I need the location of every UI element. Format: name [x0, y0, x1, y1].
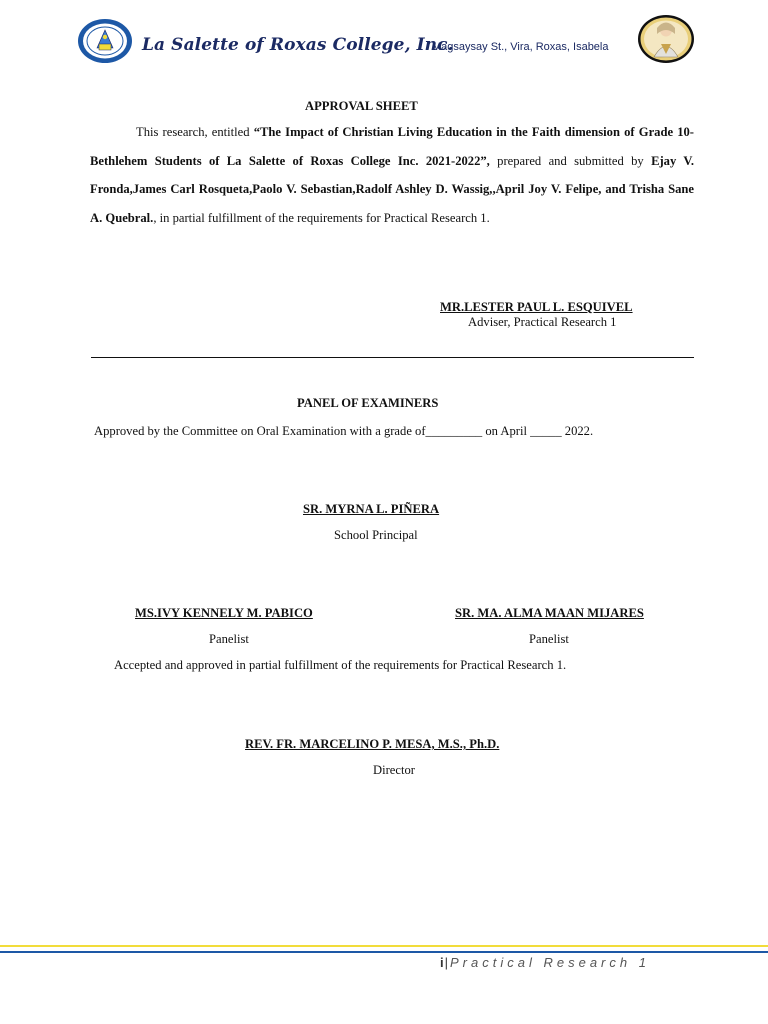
acceptance-statement: Accepted and approved in partial fulfillment of the requirements for Practical Research 1. — [114, 658, 567, 672]
principal-name: SR. MYRNA L. PIÑERA — [303, 502, 440, 516]
principal-role: School Principal — [334, 528, 418, 542]
panelist-role-1: Panelist — [209, 632, 249, 646]
panelist-role-2: Panelist — [529, 632, 569, 646]
adviser-role: Adviser, Practical Research 1 — [468, 315, 617, 329]
approval-sheet-title: APPROVAL SHEET — [305, 99, 418, 113]
para-mid: prepared and submitted by — [489, 153, 652, 168]
footer-rule-yellow — [0, 945, 768, 947]
para-end: , in partial fulfillment of the requirements for Practical Research 1. — [153, 210, 490, 225]
page-footer — [440, 955, 650, 970]
page-number: i — [440, 955, 445, 970]
school-address: Magsaysay St., Vira, Roxas, Isabela — [432, 41, 609, 53]
patron-portrait-logo — [637, 14, 695, 64]
author-list: Ejay V. Fronda,James Carl Rosqueta,Paolo V. Sebastian,Radolf Ashley D. Wassig,,April Joy V. Felipe, and Trisha Sane A. Quebral. — [90, 153, 694, 225]
approval-grade-line: Approved by the Committee on Oral Examination with a grade of_________ on April _____ 2022. — [94, 424, 594, 438]
adviser-name: MR.LESTER PAUL L. ESQUIVEL — [440, 300, 633, 314]
approval-paragraph — [90, 118, 694, 232]
panelist-name-1: MS.IVY KENNELY M. PABICO — [135, 606, 313, 620]
school-name: La Salette of Roxas College, Inc. — [142, 35, 454, 55]
director-role: Director — [373, 763, 415, 777]
section-divider — [91, 357, 694, 358]
research-title: “The Impact of Christian Living Education in the Faith dimension of Grade 10-Bethlehem Students of La Salette of Roxas College Inc. 2021-2022”, — [90, 125, 694, 168]
para-intro: This research, entitled — [136, 125, 254, 139]
footer-separator: | — [444, 955, 451, 970]
panel-title: PANEL OF EXAMINERS — [297, 396, 439, 410]
school-seal-logo — [77, 18, 133, 64]
director-name: REV. FR. MARCELINO P. MESA, M.S., Ph.D. — [245, 737, 500, 751]
footer-label: Practical Research 1 — [450, 955, 650, 970]
footer-rule-blue — [0, 951, 768, 953]
panelist-name-2: SR. MA. ALMA MAAN MIJARES — [455, 606, 644, 620]
